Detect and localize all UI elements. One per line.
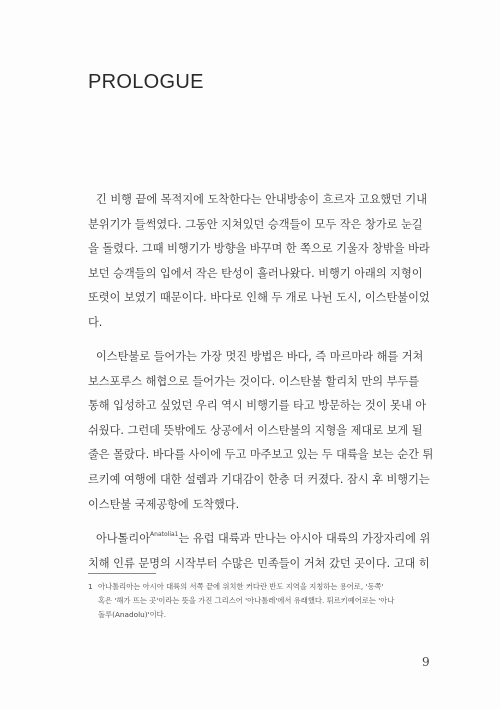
text-line: 을 돌렸다. 그때 비행기가 방향을 바꾸며 한 쪽으로 기울자 창밖을 바라 xyxy=(88,242,430,256)
footnote-text: 아나톨리아는 아시아 대륙의 서쪽 끝에 위치한 커다란 반도 지역을 지칭하는 용어로, '동쪽' xyxy=(98,582,384,591)
footnote xyxy=(88,580,438,622)
footnote-number: 1 xyxy=(88,582,93,591)
text-line: 이스탄불 국제공항에 도착했다. xyxy=(88,497,240,511)
text-line: 분위기가 들썩였다. 그동안 지쳐있던 승객들이 모두 작은 창가로 눈길 xyxy=(88,217,423,231)
text-line: 르키예 여행에 대한 설렘과 기대감이 한층 더 커졌다. 잠시 후 비행기는 xyxy=(88,472,430,486)
footnote-line: 혹은 '해가 뜨는 곳'이라는 뜻을 가진 그리스어 '아나톨레'에서 유래했다. 튀르키예어로는 '아나 xyxy=(98,596,395,605)
page-number: 9 xyxy=(422,655,430,669)
text-line: 보던 승객들의 입에서 작은 탄성이 흘러나왔다. 비행기 아래의 지형이 xyxy=(88,266,423,280)
text-line: 쉬웠다. 그런데 뜻밖에도 상공에서 이스탄불의 지형을 제대로 보게 될 xyxy=(88,423,423,437)
text-line: 또렷이 보였기 때문이다. 바다로 인해 두 개로 나뉜 도시, 이스탄불이었 xyxy=(88,291,430,305)
text-line: 통해 입성하고 싶었던 우리 역시 비행기를 타고 방문하는 것이 못내 아 xyxy=(88,399,427,413)
text-line: 다. xyxy=(88,315,103,329)
term-latin-superscript: Anatolia xyxy=(150,531,175,538)
footnote-reference[interactable]: 1 xyxy=(174,531,179,538)
footnote-line xyxy=(88,580,438,594)
text-line: 이스탄불로 들어가는 가장 멋진 방법은 바다, 즉 마르마라 해를 거쳐 xyxy=(96,350,424,363)
text-line xyxy=(88,523,433,552)
text-run: 는 유럽 대륙과 만나는 아시아 대륙의 가장자리에 위 xyxy=(178,532,431,545)
footnote-divider xyxy=(88,573,156,574)
paragraph-3 xyxy=(88,523,433,576)
text-line: 치해 인류 문명의 시작부터 수많은 민족들이 거쳐 갔던 곳이다. 고대 히 xyxy=(88,556,430,570)
text-line: 줄은 몰랐다. 바다를 사이에 두고 마주보고 있는 두 대륙을 보는 순간 튀 xyxy=(88,448,434,462)
chapter-title: PROLOGUE xyxy=(88,71,204,93)
footnote-line: 돌루(Anadolu)'이다. xyxy=(98,610,167,619)
text-line: 긴 비행 끝에 목적지에 도착한다는 안내방송이 흐르자 고요했던 기내 xyxy=(96,193,428,206)
paragraph-1 xyxy=(88,188,433,336)
term-anatolia: 아나톨리아 xyxy=(96,532,151,545)
text-line: 보스포루스 해협으로 들어가는 것이다. 이스탄불 할리치 만의 부두를 xyxy=(88,374,420,388)
paragraph-2 xyxy=(88,345,433,517)
